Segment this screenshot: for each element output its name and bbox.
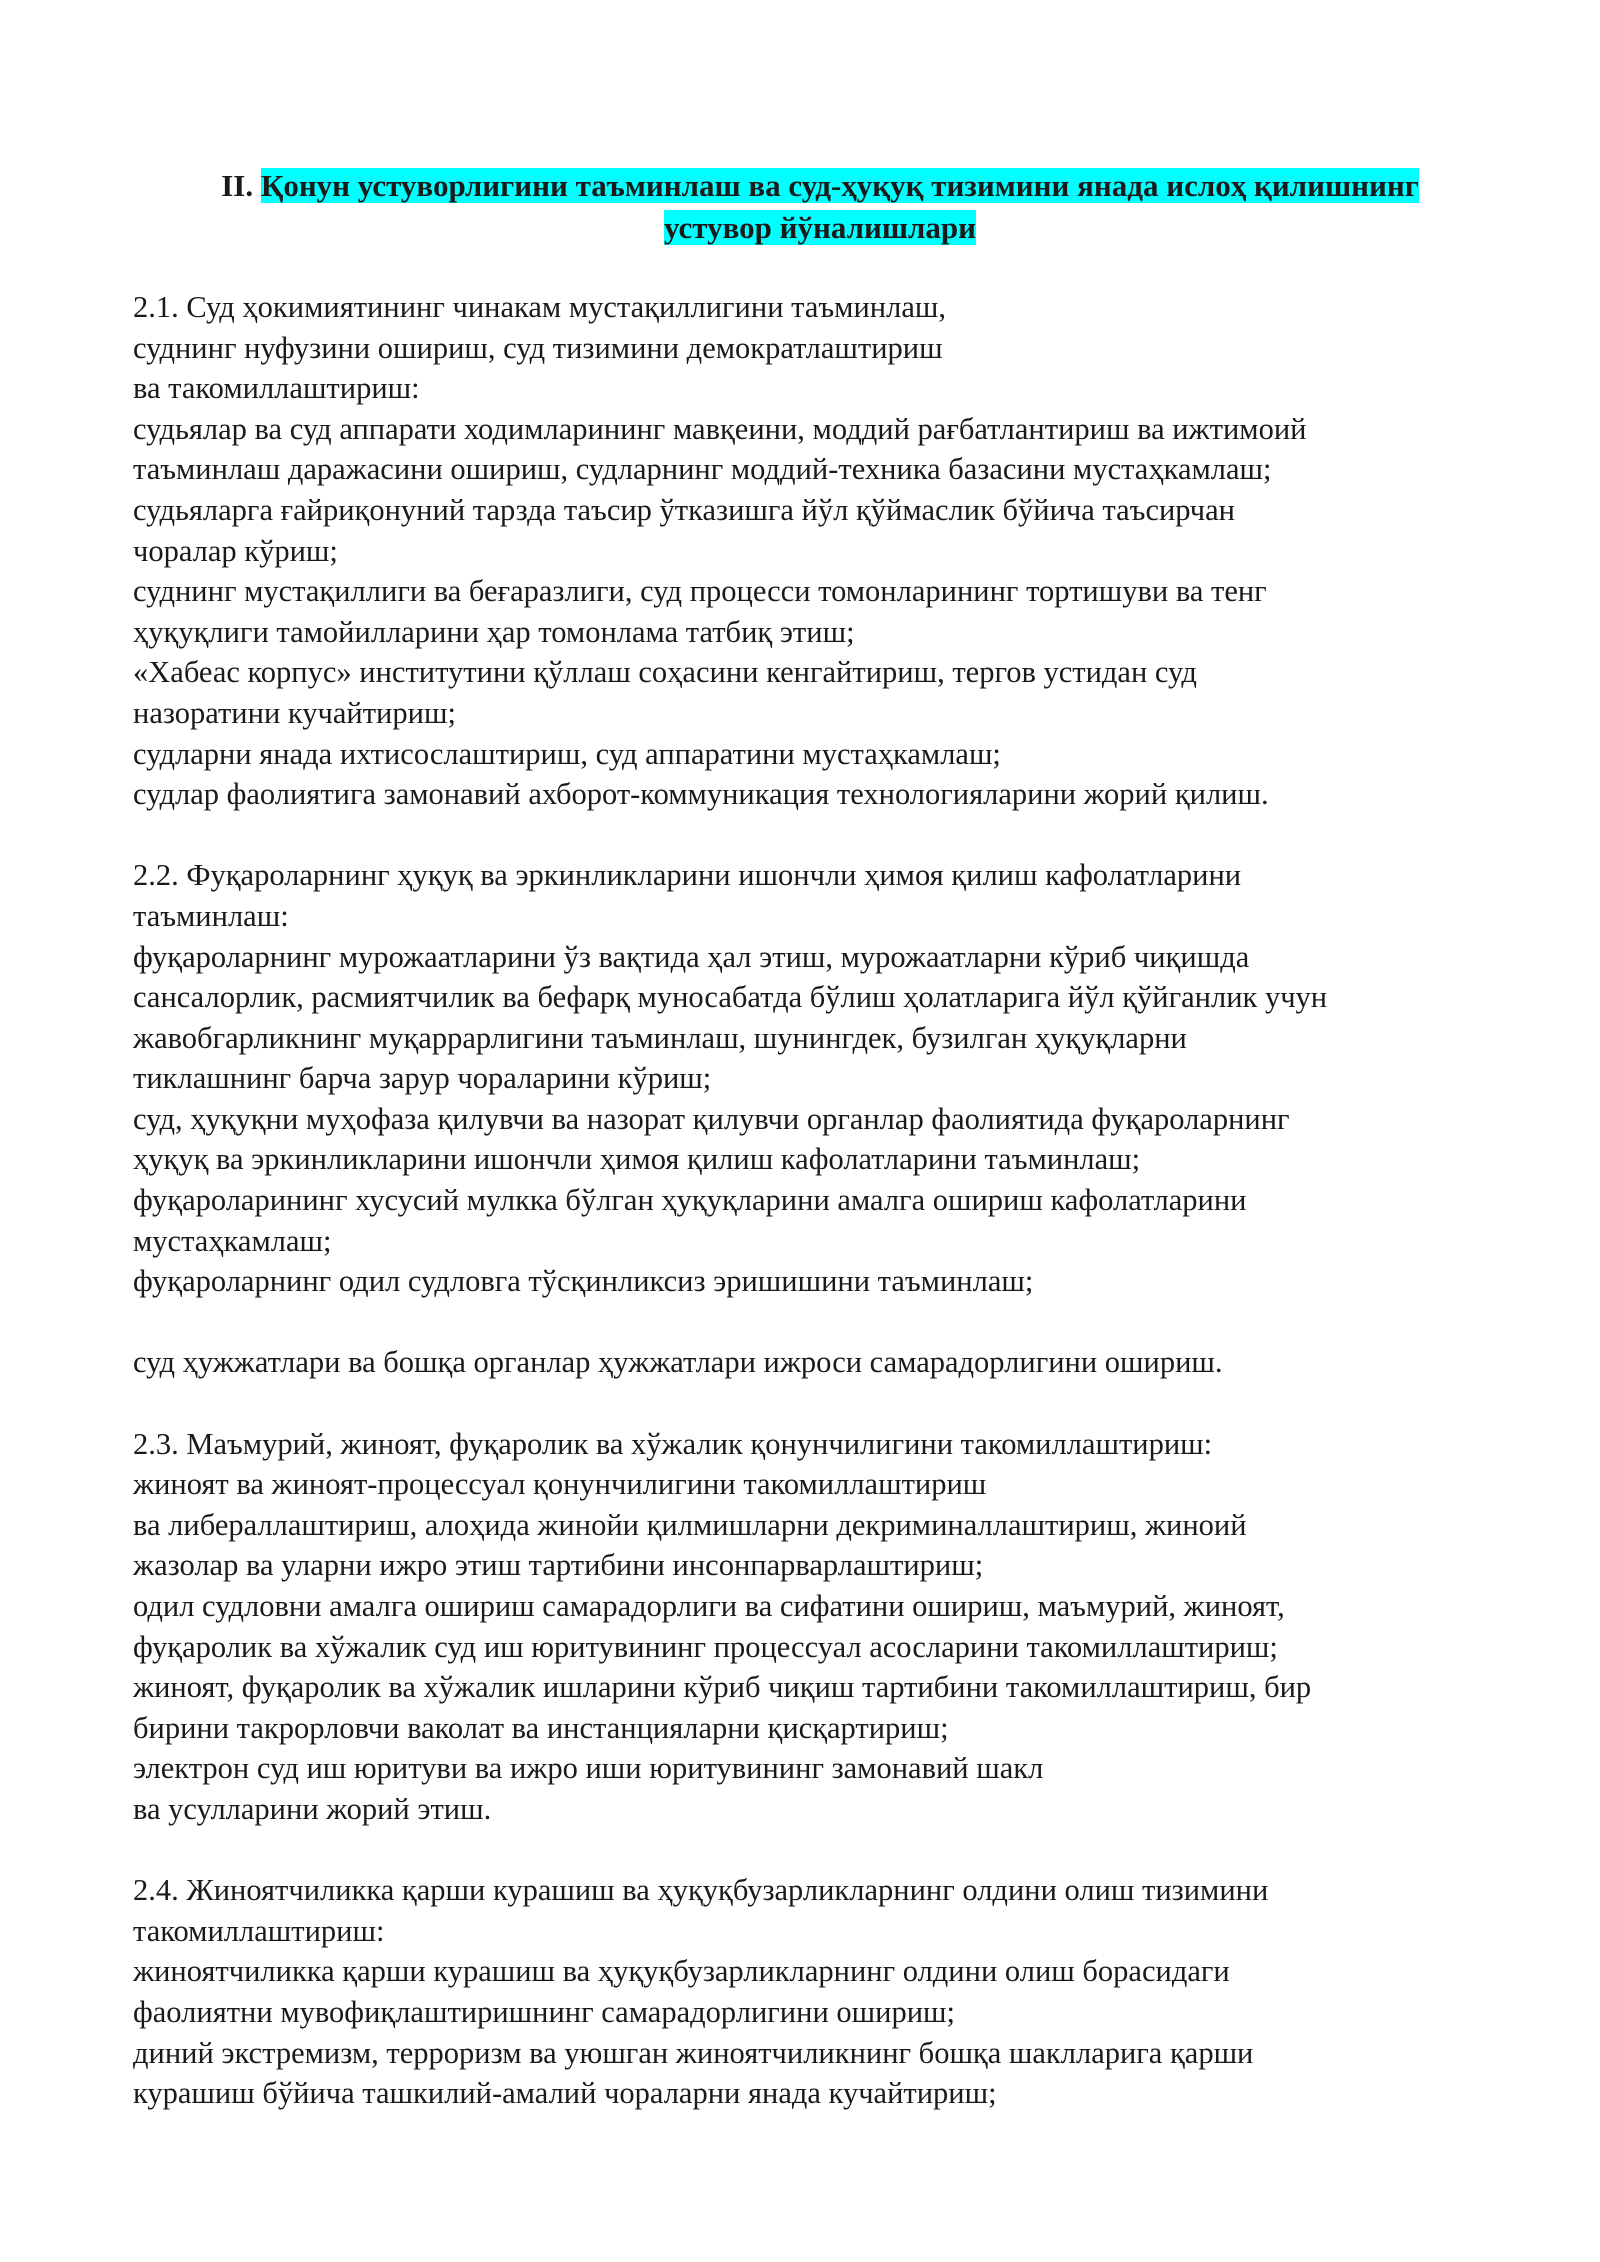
body-text-line: электрон суд иш юритуви ва ижро иши юритувининг замонавий шакл: [133, 1751, 1044, 1786]
body-text-line: ҳуқуқ ва эркинликларини ишончли ҳимоя қилиш кафолатларини таъминлаш;: [133, 1142, 1141, 1177]
body-text-line: жиноят, фуқаролик ва хўжалик ишларини кўриб чиқиш тартибини такомиллаштириш, бир: [133, 1670, 1312, 1705]
section-number: II.: [221, 168, 261, 203]
body-text-line: 2.4. Жиноятчиликка қарши курашиш ва ҳуқуқбузарликларнинг олдини олиш тизимини: [133, 1873, 1269, 1908]
body-text-line: суднинг мустақиллиги ва беғаразлиги, суд процесси томонларининг тортишуви ва тенг: [133, 574, 1267, 609]
paragraph-gap: [133, 815, 1523, 856]
body-text-line: фаолиятни мувофиқлаштиришнинг самарадорлигини ошириш;: [133, 1994, 955, 2029]
body-text-line: суд, ҳуқуқни муҳофаза қилувчи ва назорат қилувчи органлар фаолиятида фуқароларнинг: [133, 1101, 1290, 1136]
body-text-line: судларни янада ихтисослаштириш, суд аппаратини мустаҳкамлаш;: [133, 736, 1001, 771]
body-text-line: ва такомиллаштириш:: [133, 371, 420, 406]
body-text-line: фуқаролик ва хўжалик суд иш юритувининг процессуал асосларини такомиллаштириш;: [133, 1629, 1278, 1664]
body-text-line: 2.1. Суд ҳокимиятининг чинакам мустақиллигини таъминлаш,: [133, 290, 946, 324]
body-text-line: курашиш бўйича ташкилий-амалий чораларни янада кучайтириш;: [133, 2076, 997, 2111]
body-text-line: суд ҳужжатлари ва бошқа органлар ҳужжатлари ижроси самарадорлигини ошириш.: [133, 1345, 1223, 1380]
body-text-line: фуқароларининг хусусий мулкка бўлган ҳуқуқларини амалга ошириш кафолатларини: [133, 1183, 1247, 1218]
body-text-line: назоратини кучайтириш;: [133, 695, 456, 730]
body-text-line: фуқароларнинг мурожаатларини ўз вақтида ҳал этиш, мурожаатларни кўриб чиқишда: [133, 939, 1250, 974]
section-title-highlight-2: устувор йўналишлари: [663, 210, 977, 245]
body-text-line: таъминлаш:: [133, 898, 289, 933]
body-text-line: одил судловни амалга ошириш самарадорлиги ва сифатини ошириш, маъмурий, жиноят,: [133, 1589, 1285, 1623]
body-text-line: судьялар ва суд аппарати ходимларининг мавқеини, моддий рағбатлантириш ва ижтимоий: [133, 411, 1307, 446]
body-text-line: диний экстремизм, терроризм ва уюшган жиноятчиликнинг бошқа шаклларига қарши: [133, 2035, 1254, 2070]
section-title: [130, 165, 1510, 249]
body-text-line: ҳуқуқлиги тамойилларини ҳар томонлама татбиқ этиш;: [133, 614, 855, 649]
body-text-line: жиноятчиликка қарши курашиш ва ҳуқуқбузарликларнинг олдини олиш борасидаги: [133, 1954, 1230, 1989]
body-text-line: жазолар ва уларни ижро этиш тартибини инсонпарварлаштириш;: [133, 1548, 984, 1583]
body-text-line: «Хабеас корпус» институтини қўллаш соҳасини кенгайтириш, тергов устидан суд: [133, 655, 1197, 690]
paragraph-gap: [133, 1302, 1523, 1343]
body-text-line: бирини такрорловчи ваколат ва инстанцияларни қисқартириш;: [133, 1710, 949, 1745]
body-text-line: суднинг нуфузини ошириш, суд тизимини демократлаштириш: [133, 330, 943, 365]
body-text-line: мустаҳкамлаш;: [133, 1223, 332, 1258]
body-text-line: 2.3. Маъмурий, жиноят, фуқаролик ва хўжалик қонунчилигини такомиллаштириш:: [133, 1426, 1213, 1461]
body-text-line: сансалорлик, расмиятчилик ва бефарқ муносабатда бўлиш ҳолатларига йўл қўйганлик учун: [133, 980, 1328, 1015]
body-text-line: жавобгарликнинг муқаррарлигини таъминлаш, шунингдек, бузилган ҳуқуқларни: [133, 1020, 1187, 1055]
body-text-line: тиклашнинг барча зарур чораларини кўриш;: [133, 1061, 712, 1096]
section-title-highlight-1: Қонун устуворлигини таъминлаш ва суд-ҳуқуқ тизимини янада ислоҳ қилишнинг: [260, 168, 1419, 203]
body-text-line: ва либераллаштириш, алоҳида жинойи қилмишларни декриминаллаштириш, жиноий: [133, 1507, 1247, 1542]
document-body: [133, 287, 1523, 2114]
body-text-line: таъминлаш даражасини ошириш, судларнинг моддий-техника базасини мустаҳкамлаш;: [133, 452, 1272, 487]
body-text-line: жиноят ва жиноят-процессуал қонунчилигини такомиллаштириш: [133, 1467, 987, 1502]
body-text-line: чоралар кўриш;: [133, 533, 338, 568]
paragraph-gap: [133, 1830, 1523, 1871]
body-text-line: ва усулларини жорий этиш.: [133, 1791, 492, 1826]
section-title-line-1: [130, 165, 1510, 207]
body-text-line: судлар фаолиятига замонавий ахборот-коммуникация технологияларини жорий қилиш.: [133, 777, 1269, 812]
body-text-line: фуқароларнинг одил судловга тўсқинликсиз эришишини таъминлаш;: [133, 1264, 1034, 1299]
body-text-line: судьяларга ғайриқонуний тарзда таъсир ўтказишга йўл қўймаслик бўйича таъсирчан: [133, 492, 1235, 527]
body-text-line: такомиллаштириш:: [133, 1913, 385, 1948]
section-title-line-2: [130, 207, 1510, 249]
body-text-line: 2.2. Фуқароларнинг ҳуқуқ ва эркинликларини ишончли ҳимоя қилиш кафолатларини: [133, 858, 1242, 893]
paragraph-gap: [133, 1383, 1523, 1424]
